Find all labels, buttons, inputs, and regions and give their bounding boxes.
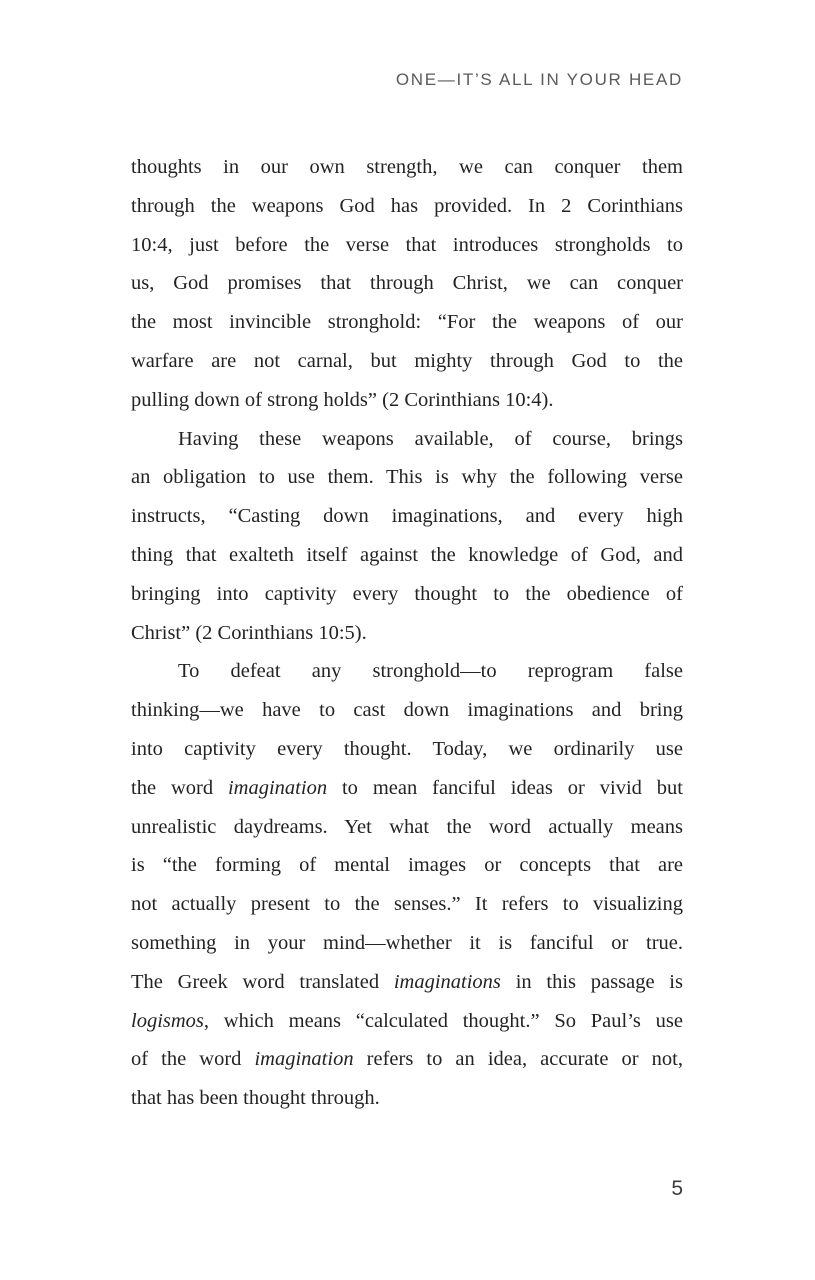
text-line: the word imagination to mean fanciful ideas or vivid but (131, 776, 683, 799)
text-line: pulling down of strong holds” (2 Corinthians 10:4). (131, 388, 554, 411)
text-line: that has been thought through. (131, 1087, 380, 1110)
text-line: not actually present to the senses.” It refers to visualizing (131, 893, 683, 916)
text-line: is “the forming of mental images or concepts that are (131, 854, 683, 877)
text-line: Having these weapons available, of course, brings (178, 427, 683, 450)
text-line: the most invincible stronghold: “For the weapons of our (131, 311, 683, 334)
page-number: 5 (671, 1177, 683, 1200)
text-line: us, God promises that through Christ, we can conquer (131, 272, 683, 295)
text-line: thinking—we have to cast down imaginations and bring (131, 699, 683, 722)
text-line: unrealistic daydreams. Yet what the word actually means (131, 815, 683, 838)
text-line: 10:4, just before the verse that introduces strongholds to (131, 233, 683, 256)
text-line: logismos, which means “calculated thought.” So Paul’s use (131, 1009, 683, 1032)
paragraph (131, 148, 683, 420)
text-line: Christ” (2 Corinthians 10:5). (131, 621, 367, 644)
running-header: ONE—IT’S ALL IN YOUR HEAD (395, 70, 683, 89)
text-line: The Greek word translated imaginations in this passage is (131, 970, 683, 993)
text-line: bringing into captivity every thought to the obedience of (131, 582, 683, 605)
text-line: instructs, “Casting down imaginations, and every high (131, 505, 683, 528)
paragraph (131, 420, 683, 653)
text-line: of the word imagination refers to an idea, accurate or not, (131, 1048, 683, 1071)
text-line: To defeat any stronghold—to reprogram false (178, 660, 683, 683)
text-line: an obligation to use them. This is why the following verse (131, 466, 683, 489)
text-line: thoughts in our own strength, we can conquer them (131, 156, 683, 178)
body-text (131, 148, 683, 1118)
text-line: through the weapons God has provided. In 2 Corinthians (131, 194, 683, 217)
paragraph (131, 652, 683, 1118)
text-line: warfare are not carnal, but mighty through God to the (131, 349, 683, 372)
text-line: into captivity every thought. Today, we ordinarily use (131, 737, 683, 760)
text-line: thing that exalteth itself against the knowledge of God, and (131, 543, 683, 566)
text-line: something in your mind—whether it is fanciful or true. (131, 931, 683, 954)
